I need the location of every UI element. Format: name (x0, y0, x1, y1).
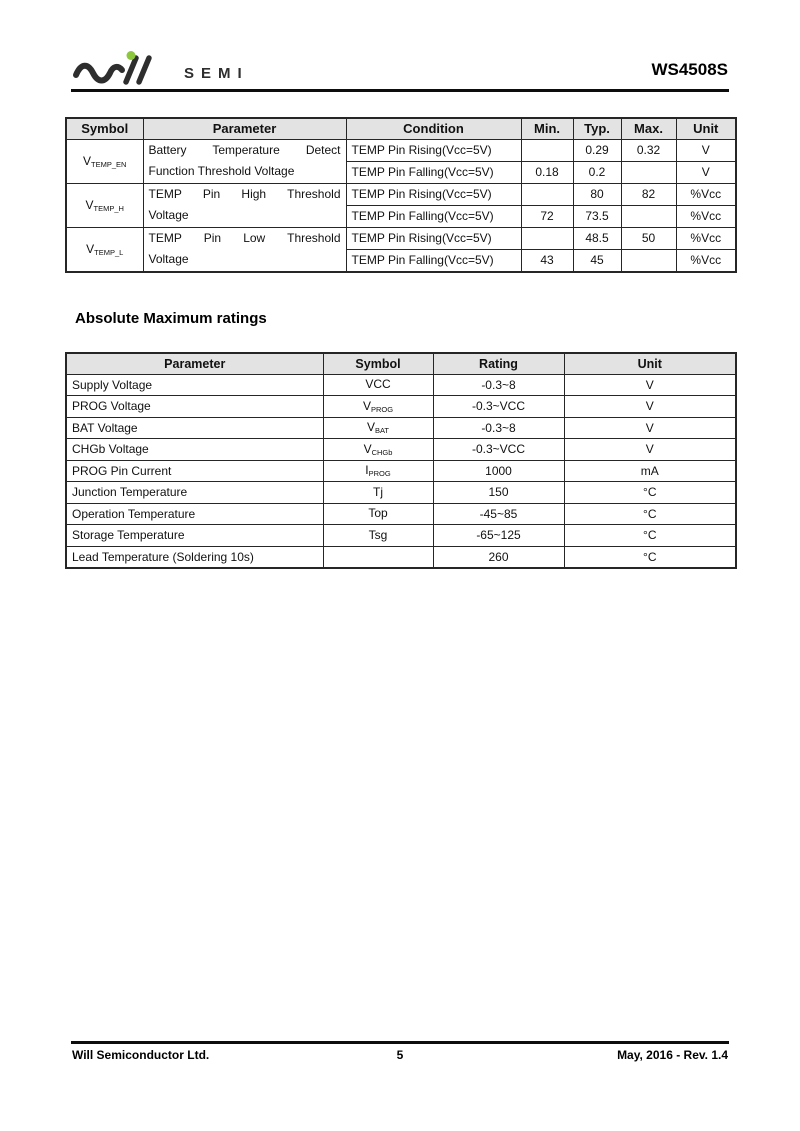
min-cell (521, 139, 573, 161)
table-row (66, 546, 736, 568)
condition-cell: TEMP Pin Falling(Vcc=5V) (346, 249, 521, 271)
unit-cell: °C (564, 525, 736, 547)
symbol-base: VCC (365, 377, 391, 392)
parameter-cell: Supply Voltage (66, 374, 323, 396)
symbol-cell (323, 525, 433, 547)
unit-cell: V (564, 417, 736, 439)
typ-cell: 0.29 (573, 139, 621, 161)
max-cell (621, 205, 676, 227)
symbol-sub: CHGb (371, 447, 393, 457)
rating-cell: 1000 (433, 460, 564, 482)
rating-cell: -0.3~8 (433, 417, 564, 439)
parameter-line2: Voltage (148, 252, 189, 266)
rating-cell: 150 (433, 482, 564, 504)
electrical-characteristics-table (65, 117, 737, 273)
logo-green-dot (127, 51, 136, 60)
symbol-cell (323, 396, 433, 418)
symbol-cell (323, 546, 433, 568)
unit-cell: V (564, 374, 736, 396)
parameter-cell: Operation Temperature (66, 503, 323, 525)
parameter-cell: CHGb Voltage (66, 439, 323, 461)
parameter-line1: Battery Temperature Detect (148, 142, 341, 157)
symbol-sub: BAT (374, 426, 390, 436)
max-cell (621, 161, 676, 183)
unit-cell: °C (564, 546, 736, 568)
unit-cell: %Vcc (676, 205, 736, 227)
table-row (66, 460, 736, 482)
table-row (66, 503, 736, 525)
table-row (66, 139, 736, 161)
symbol-sub: PROG (370, 404, 394, 414)
parameter-cell: PROG Voltage (66, 396, 323, 418)
rating-cell: -45~85 (433, 503, 564, 525)
willsemi-logo-mark (72, 50, 172, 88)
symbol-base: V (363, 441, 372, 456)
rating-cell: -0.3~8 (433, 374, 564, 396)
unit-cell: V (564, 439, 736, 461)
footer-revision: May, 2016 - Rev. 1.4 (617, 1048, 729, 1062)
unit-cell: %Vcc (676, 249, 736, 271)
rating-cell: -0.3~VCC (433, 439, 564, 461)
symbol-base: Tsg (368, 527, 388, 542)
symbol-cell (323, 503, 433, 525)
max-cell: 82 (621, 183, 676, 205)
min-cell (521, 227, 573, 249)
unit-cell: °C (564, 503, 736, 525)
symbol-cell (323, 439, 433, 461)
part-number: WS4508S (651, 60, 728, 79)
symbol-sub: TEMP_L (94, 247, 124, 257)
symbol-base: I (365, 463, 369, 478)
table-row (66, 183, 736, 205)
unit-cell: V (564, 396, 736, 418)
rating-cell: 260 (433, 546, 564, 568)
parameter-cell: BAT Voltage (66, 417, 323, 439)
symbol-base: V (362, 398, 371, 413)
parameter-cell (143, 183, 346, 227)
col-header-unit: Unit (564, 353, 736, 374)
table-row (66, 374, 736, 396)
min-cell (521, 183, 573, 205)
typ-cell: 48.5 (573, 227, 621, 249)
parameter-line1: TEMP Pin Low Threshold (148, 230, 341, 245)
unit-cell: mA (564, 460, 736, 482)
typ-cell: 73.5 (573, 205, 621, 227)
symbol-base: V (83, 153, 92, 168)
unit-cell: %Vcc (676, 227, 736, 249)
parameter-line2: Function Threshold Voltage (148, 164, 295, 178)
table-row (66, 525, 736, 547)
col-header-rating: Rating (433, 353, 564, 374)
unit-cell: V (676, 139, 736, 161)
parameter-text (149, 140, 341, 183)
unit-cell: °C (564, 482, 736, 504)
parameter-cell: Storage Temperature (66, 525, 323, 547)
symbol-sub: TEMP_H (93, 203, 124, 213)
brand-text: SEMI (184, 64, 249, 82)
footer-rule (71, 1041, 729, 1044)
col-header-condition: Condition (346, 118, 521, 139)
col-header-typ: Typ. (573, 118, 621, 139)
typ-cell: 80 (573, 183, 621, 205)
condition-cell: TEMP Pin Falling(Vcc=5V) (346, 161, 521, 183)
symbol-base: Tj (373, 484, 383, 499)
col-header-symbol: Symbol (66, 118, 143, 139)
unit-cell: V (676, 161, 736, 183)
unit-cell: %Vcc (676, 183, 736, 205)
col-header-parameter: Parameter (66, 353, 323, 374)
footer-page-number: 5 (396, 1048, 404, 1062)
max-cell: 0.32 (621, 139, 676, 161)
parameter-text (149, 184, 341, 227)
col-header-unit: Unit (676, 118, 736, 139)
parameter-cell: Lead Temperature (Soldering 10s) (66, 546, 323, 568)
col-header-max: Max. (621, 118, 676, 139)
col-header-parameter: Parameter (143, 118, 346, 139)
parameter-cell (143, 227, 346, 272)
parameter-cell: PROG Pin Current (66, 460, 323, 482)
parameter-text (149, 228, 341, 271)
min-cell: 43 (521, 249, 573, 271)
symbol-sub: PROG (368, 469, 391, 479)
symbol-cell (66, 183, 143, 227)
table-row (66, 482, 736, 504)
parameter-line1: TEMP Pin High Threshold (148, 186, 341, 201)
symbol-cell (323, 417, 433, 439)
table-header-row (66, 118, 736, 139)
page-footer (72, 1048, 728, 1062)
condition-cell: TEMP Pin Rising(Vcc=5V) (346, 227, 521, 249)
symbol-base: Top (368, 506, 388, 521)
parameter-line2: Voltage (148, 208, 189, 222)
rating-cell: -65~125 (433, 525, 564, 547)
table-row (66, 396, 736, 418)
symbol-cell (66, 227, 143, 272)
col-header-symbol: Symbol (323, 353, 433, 374)
symbol-base: V (366, 420, 375, 435)
rating-cell: -0.3~VCC (433, 396, 564, 418)
willsemi-logo (72, 50, 249, 88)
table-row (66, 417, 736, 439)
condition-cell: TEMP Pin Falling(Vcc=5V) (346, 205, 521, 227)
table-row (66, 439, 736, 461)
parameter-cell: Junction Temperature (66, 482, 323, 504)
condition-cell: TEMP Pin Rising(Vcc=5V) (346, 183, 521, 205)
table-row (66, 227, 736, 249)
typ-cell: 0.2 (573, 161, 621, 183)
footer-company: Will Semiconductor Ltd. (72, 1048, 210, 1062)
table-header-row (66, 353, 736, 374)
symbol-cell (323, 460, 433, 482)
symbol-cell (323, 374, 433, 396)
symbol-sub: TEMP_EN (91, 159, 127, 169)
parameter-cell (143, 139, 346, 183)
symbol-base: V (85, 197, 94, 212)
condition-cell: TEMP Pin Rising(Vcc=5V) (346, 139, 521, 161)
min-cell: 0.18 (521, 161, 573, 183)
symbol-cell (66, 139, 143, 183)
min-cell: 72 (521, 205, 573, 227)
typ-cell: 45 (573, 249, 621, 271)
absolute-maximum-ratings-table (65, 352, 737, 569)
header-rule (71, 89, 729, 92)
col-header-min: Min. (521, 118, 573, 139)
symbol-cell (323, 482, 433, 504)
symbol-base: V (86, 241, 95, 256)
section-title-absolute-maximum-ratings: Absolute Maximum ratings (75, 310, 267, 327)
max-cell: 50 (621, 227, 676, 249)
max-cell (621, 249, 676, 271)
